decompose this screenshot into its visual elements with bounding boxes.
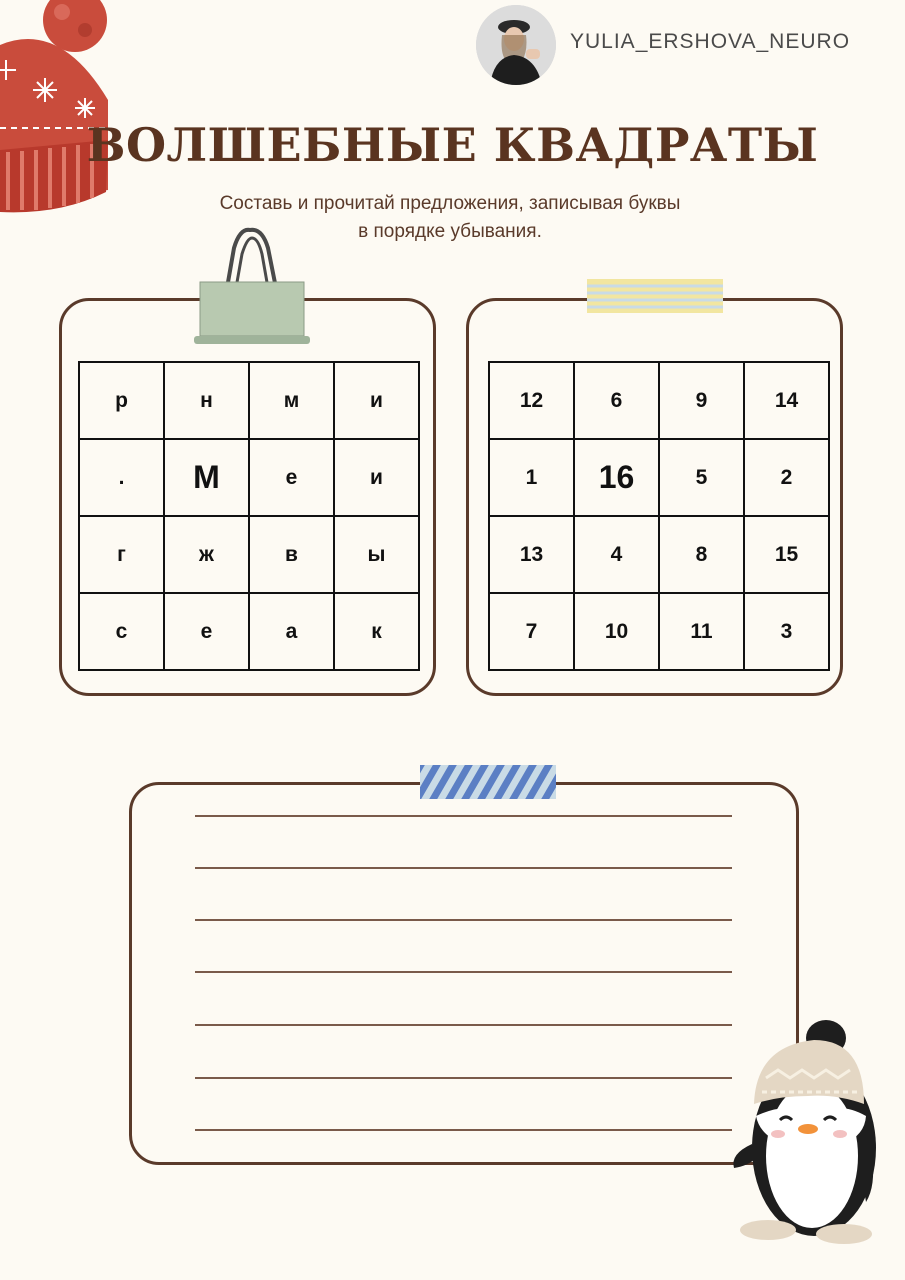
grid-cell[interactable]: 2 [744,439,829,516]
grid-cell[interactable]: 1 [489,439,574,516]
grid-cell[interactable]: и [334,439,419,516]
answer-line[interactable] [195,815,732,817]
grid-cell[interactable]: ж [164,516,249,593]
grid-cell[interactable]: 12 [489,362,574,439]
grid-cell[interactable]: е [164,593,249,670]
table-row [79,439,419,516]
numbers-grid [488,361,830,671]
table-row [79,362,419,439]
grid-cell[interactable]: г [79,516,164,593]
grid-cell[interactable]: р [79,362,164,439]
binder-clip-icon [192,226,312,348]
avatar-photo [476,5,556,85]
red-hat-icon [0,0,120,220]
table-row [489,593,829,670]
penguin-icon [726,1016,876,1254]
grid-cell[interactable]: 3 [744,593,829,670]
grid-cell[interactable]: 8 [659,516,744,593]
grid-cell[interactable]: 15 [744,516,829,593]
grid-cell[interactable]: и [334,362,419,439]
table-row [489,439,829,516]
answer-line[interactable] [195,919,732,921]
answer-line[interactable] [195,1077,732,1079]
answer-line[interactable] [195,867,732,869]
grid-cell[interactable]: 4 [574,516,659,593]
avatar[interactable] [476,5,556,85]
grid-cell[interactable]: . [79,439,164,516]
grid-cell[interactable]: 9 [659,362,744,439]
grid-cell[interactable]: с [79,593,164,670]
grid-cell[interactable]: 14 [744,362,829,439]
table-row [79,516,419,593]
grid-cell[interactable]: е [249,439,334,516]
grid-cell[interactable]: к [334,593,419,670]
username[interactable]: YULIA_ERSHOVA_NEURO [570,30,851,53]
yellow-tape-icon [585,277,725,315]
grid-cell[interactable]: н [164,362,249,439]
grid-cell[interactable]: 6 [574,362,659,439]
grid-cell[interactable]: 16 [574,439,659,516]
answer-line[interactable] [195,971,732,973]
grid-cell[interactable]: м [249,362,334,439]
grid-cell[interactable]: М [164,439,249,516]
subtitle-line-1: Составь и прочитай предложения, записывая буквы [219,193,681,214]
blue-tape-icon [418,763,558,801]
table-row [489,362,829,439]
grid-cell[interactable]: 5 [659,439,744,516]
grid-cell[interactable]: ы [334,516,419,593]
answer-line[interactable] [195,1129,732,1131]
answer-line[interactable] [195,1024,732,1026]
grid-cell[interactable]: 10 [574,593,659,670]
table-row [79,593,419,670]
table-row [489,516,829,593]
page-title: ВОЛШЕБНЫЕ КВАДРАТЫ [86,118,819,172]
letters-grid [78,361,420,671]
grid-cell[interactable]: в [249,516,334,593]
answer-card [129,782,799,1165]
grid-cell[interactable]: а [249,593,334,670]
subtitle-line-2: в порядке убывания. [358,221,542,242]
grid-cell[interactable]: 11 [659,593,744,670]
grid-cell[interactable]: 7 [489,593,574,670]
grid-cell[interactable]: 13 [489,516,574,593]
